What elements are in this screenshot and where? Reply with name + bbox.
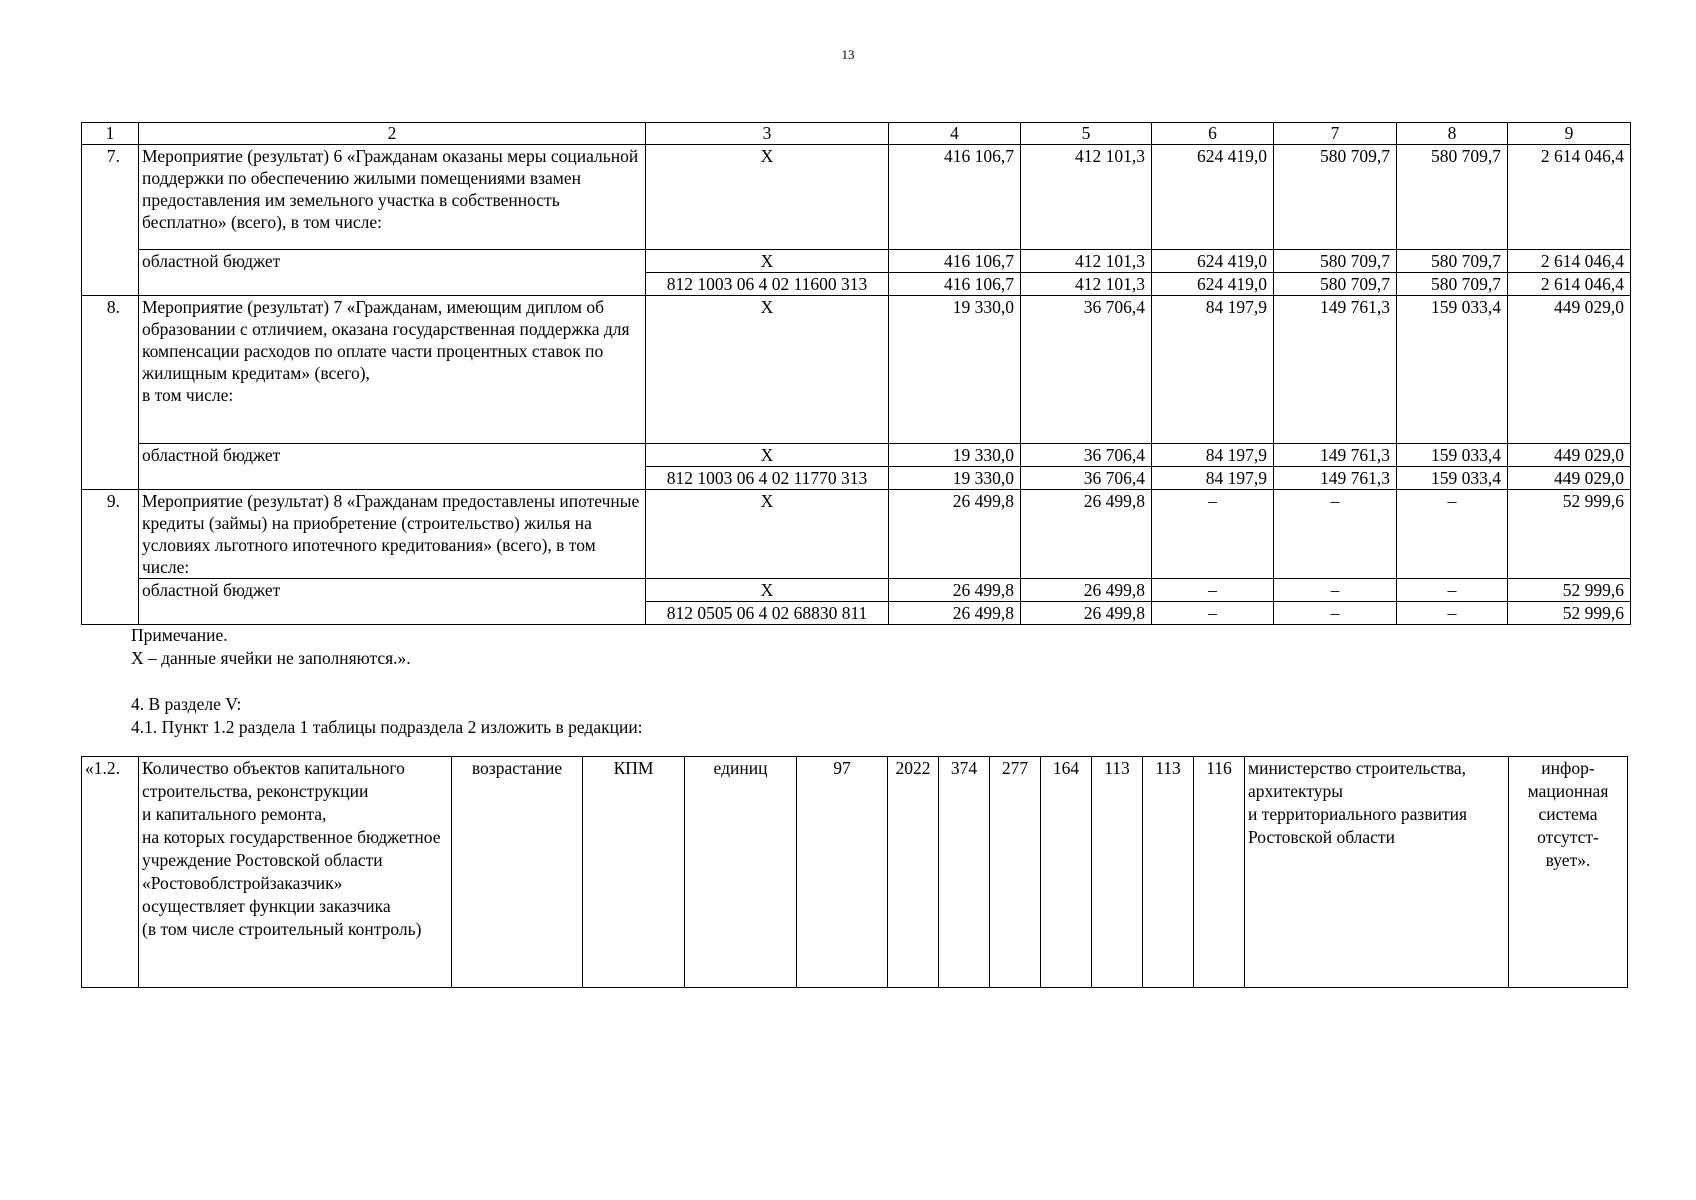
budget-label: областной бюджет (139, 250, 646, 296)
table-header-row (82, 123, 1631, 145)
value-cell: 580 709,7 (1397, 250, 1508, 273)
table-row (82, 579, 1631, 602)
value-cell: 26 499,8 (1021, 490, 1152, 579)
value-cell: – (1397, 602, 1508, 625)
row-number: 8. (82, 296, 139, 490)
value-cell: – (1397, 579, 1508, 602)
value-cell: 580 709,7 (1397, 273, 1508, 296)
header-cell: 5 (1021, 123, 1152, 145)
value-cell: 52 999,6 (1508, 490, 1631, 579)
budget-label: областной бюджет (139, 579, 646, 625)
code-cell: Х (646, 444, 889, 467)
value-cell: 2 614 046,4 (1508, 145, 1631, 250)
value-cell: 416 106,7 (889, 273, 1021, 296)
value-cell: – (1152, 602, 1274, 625)
trend-cell: возрастание (452, 757, 583, 988)
header-cell: 6 (1152, 123, 1274, 145)
value-cell: 149 761,3 (1274, 296, 1397, 444)
value-cell: – (1274, 490, 1397, 579)
unit-cell: единиц (685, 757, 797, 988)
value-cell: 84 197,9 (1152, 296, 1274, 444)
value-cell: 412 101,3 (1021, 250, 1152, 273)
value-cell: – (1397, 490, 1508, 579)
value-cell: 149 761,3 (1274, 467, 1397, 490)
year-value-cell: 113 (1143, 757, 1194, 988)
value-cell: 36 706,4 (1021, 296, 1152, 444)
activity-title: Мероприятие (результат) 8 «Гражданам предоставлены ипотечные кредиты (займы) на приобретение (строительство) жилья на условиях льготного ипотечного кредитования» (всего), в том числе: (139, 490, 646, 579)
year-value-cell: 277 (990, 757, 1041, 988)
table-row (82, 444, 1631, 467)
value-cell: 26 499,8 (889, 602, 1021, 625)
year-value-cell: 164 (1041, 757, 1092, 988)
activity-title: Мероприятие (результат) 6 «Гражданам оказаны меры социальной поддержки по обеспечению жилыми помещениями взамен предоставления им земельного участка в собственность бесплатно» (всего), в том числе: (139, 145, 646, 250)
note-text: Х – данные ячейки не заполняются.». (131, 648, 411, 668)
value-cell: 84 197,9 (1152, 444, 1274, 467)
section-heading: 4. В разделе V: (131, 694, 242, 714)
indicator-name: Количество объектов капитального строительства, реконструкции и капитального ремонта, на которых государственное бюджетное учреждение Ростовской области «Ростовоблстройзаказчик» осуществляет функции заказчика (в том числе строительный контроль) (139, 757, 452, 988)
base-year-cell: 2022 (888, 757, 939, 988)
code-cell: Х (646, 250, 889, 273)
value-cell: 580 709,7 (1274, 145, 1397, 250)
header-cell: 2 (139, 123, 646, 145)
header-cell: 4 (889, 123, 1021, 145)
value-cell: 416 106,7 (889, 145, 1021, 250)
value-cell: 36 706,4 (1021, 467, 1152, 490)
budget-table (81, 122, 1631, 625)
value-cell: 84 197,9 (1152, 467, 1274, 490)
value-cell: 19 330,0 (889, 296, 1021, 444)
value-cell: 580 709,7 (1397, 145, 1508, 250)
value-cell: 26 499,8 (1021, 579, 1152, 602)
value-cell: 26 499,8 (1021, 602, 1152, 625)
header-cell: 3 (646, 123, 889, 145)
base-value-cell: 97 (797, 757, 888, 988)
value-cell: 624 419,0 (1152, 145, 1274, 250)
value-cell: 159 033,4 (1397, 296, 1508, 444)
info-system-cell: инфор- мационная система отсутст- вует». (1509, 757, 1628, 988)
year-value-cell: 113 (1092, 757, 1143, 988)
value-cell: 416 106,7 (889, 250, 1021, 273)
value-cell: 624 419,0 (1152, 250, 1274, 273)
value-cell: 36 706,4 (1021, 444, 1152, 467)
budget-code-cell: 812 1003 06 4 02 11600 313 (646, 273, 889, 296)
value-cell: 26 499,8 (889, 490, 1021, 579)
row-number: 7. (82, 145, 139, 296)
header-cell: 7 (1274, 123, 1397, 145)
header-cell: 9 (1508, 123, 1631, 145)
value-cell: 159 033,4 (1397, 444, 1508, 467)
page-number: 13 (841, 47, 855, 62)
value-cell: – (1152, 490, 1274, 579)
instruction-text: 4.1. Пункт 1.2 раздела 1 таблицы подраздела 2 изложить в редакции: (131, 717, 643, 737)
row-number: 9. (82, 490, 139, 625)
item-number: «1.2. (82, 757, 139, 988)
header-cell: 8 (1397, 123, 1508, 145)
value-cell: 580 709,7 (1274, 250, 1397, 273)
value-cell: 52 999,6 (1508, 579, 1631, 602)
value-cell: – (1152, 579, 1274, 602)
value-cell: – (1274, 579, 1397, 602)
year-value-cell: 116 (1194, 757, 1245, 988)
type-cell: КПМ (583, 757, 685, 988)
value-cell: 412 101,3 (1021, 273, 1152, 296)
value-cell: 19 330,0 (889, 444, 1021, 467)
year-value-cell: 374 (939, 757, 990, 988)
budget-code-cell: 812 0505 06 4 02 68830 811 (646, 602, 889, 625)
note-title: Примечание. (131, 625, 228, 645)
value-cell: 2 614 046,4 (1508, 273, 1631, 296)
value-cell: 26 499,8 (889, 579, 1021, 602)
value-cell: 449 029,0 (1508, 444, 1631, 467)
table-row (82, 250, 1631, 273)
code-cell: Х (646, 296, 889, 444)
value-cell: 449 029,0 (1508, 296, 1631, 444)
value-cell: 52 999,6 (1508, 602, 1631, 625)
responsible-cell: министерство строительства, архитектуры и территориального развития Ростовской области (1245, 757, 1509, 988)
indicator-table (81, 756, 1628, 988)
value-cell: 580 709,7 (1274, 273, 1397, 296)
table-row (82, 145, 1631, 250)
code-cell: Х (646, 490, 889, 579)
value-cell: 159 033,4 (1397, 467, 1508, 490)
value-cell: 149 761,3 (1274, 444, 1397, 467)
value-cell: 2 614 046,4 (1508, 250, 1631, 273)
code-cell: Х (646, 145, 889, 250)
value-cell: – (1274, 602, 1397, 625)
header-cell: 1 (82, 123, 139, 145)
budget-label: областной бюджет (139, 444, 646, 490)
activity-title: Мероприятие (результат) 7 «Гражданам, имеющим диплом об образовании с отличием, оказана государственная поддержка для компенсации расходов по оплате части процентных ставок по жилищным кредитам» (всего), в том числе: (139, 296, 646, 444)
table-row (82, 490, 1631, 579)
value-cell: 19 330,0 (889, 467, 1021, 490)
budget-code-cell: 812 1003 06 4 02 11770 313 (646, 467, 889, 490)
value-cell: 624 419,0 (1152, 273, 1274, 296)
value-cell: 412 101,3 (1021, 145, 1152, 250)
code-cell: Х (646, 579, 889, 602)
value-cell: 449 029,0 (1508, 467, 1631, 490)
table-row (82, 296, 1631, 444)
table-row (82, 757, 1628, 988)
